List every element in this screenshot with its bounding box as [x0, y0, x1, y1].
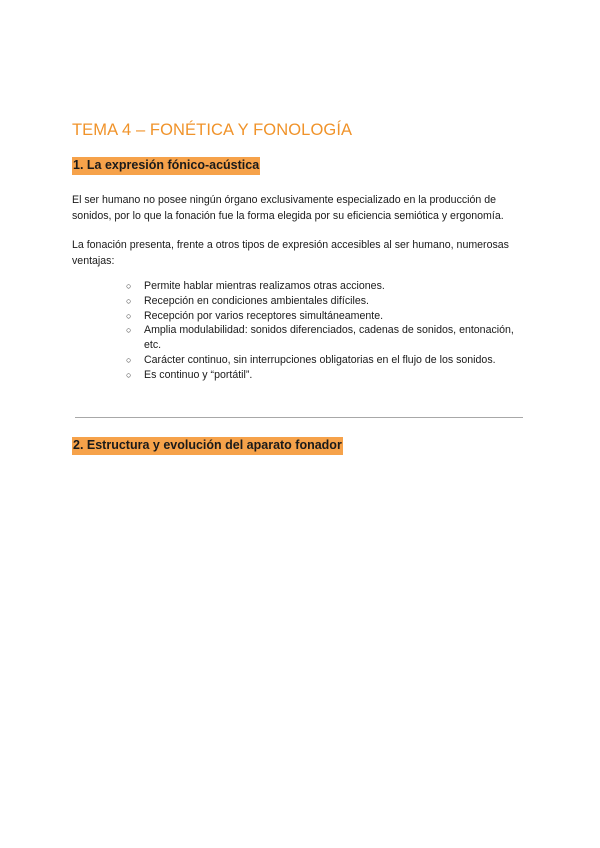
- list-item: [126, 353, 526, 368]
- section-heading-1: 1. La expresión fónico-acústica: [72, 157, 260, 175]
- list-item-text: Amplia modulabilidad: sonidos diferenciados, cadenas de sonidos, entonación, etc.: [144, 324, 514, 352]
- bullet-circle-icon: ○: [126, 325, 132, 336]
- list-item-text: Es continuo y “portátil”.: [144, 368, 253, 381]
- bullet-circle-icon: ○: [126, 281, 132, 291]
- list-item: [126, 309, 526, 324]
- paragraph-1: El ser humano no posee ningún órgano exclusivamente especializado en la producción de sonidos, por lo que la fonación fue la forma elegida por su eficiencia semiótica y ergonomía.: [72, 194, 504, 222]
- list-item-text: Permite hablar mientras realizamos otras acciones.: [144, 280, 385, 292]
- list-item: [126, 323, 526, 353]
- list-item: [126, 368, 526, 383]
- horizontal-divider: [75, 417, 523, 418]
- document-title: TEMA 4 – FONÉTICA Y FONOLOGÍA: [72, 121, 353, 139]
- bullet-circle-icon: ○: [126, 369, 132, 380]
- list-item: [126, 294, 526, 309]
- bullet-circle-icon: ○: [126, 295, 132, 306]
- paragraph-2: La fonación presenta, frente a otros tipos de expresión accesibles al ser humano, numerosas ventajas:: [72, 239, 509, 267]
- section-heading-2: 2. Estructura y evolución del aparato fonador: [72, 437, 343, 455]
- list-item-text: Carácter continuo, sin interrupciones obligatorias en el flujo de los sonidos.: [144, 353, 496, 366]
- list-item: [126, 279, 526, 294]
- bullet-circle-icon: ○: [126, 310, 132, 321]
- list-item-text: Recepción por varios receptores simultáneamente.: [144, 309, 384, 322]
- bullet-circle-icon: ○: [126, 354, 132, 365]
- advantages-list: [126, 279, 526, 383]
- list-item-text: Recepción en condiciones ambientales difíciles.: [144, 294, 369, 307]
